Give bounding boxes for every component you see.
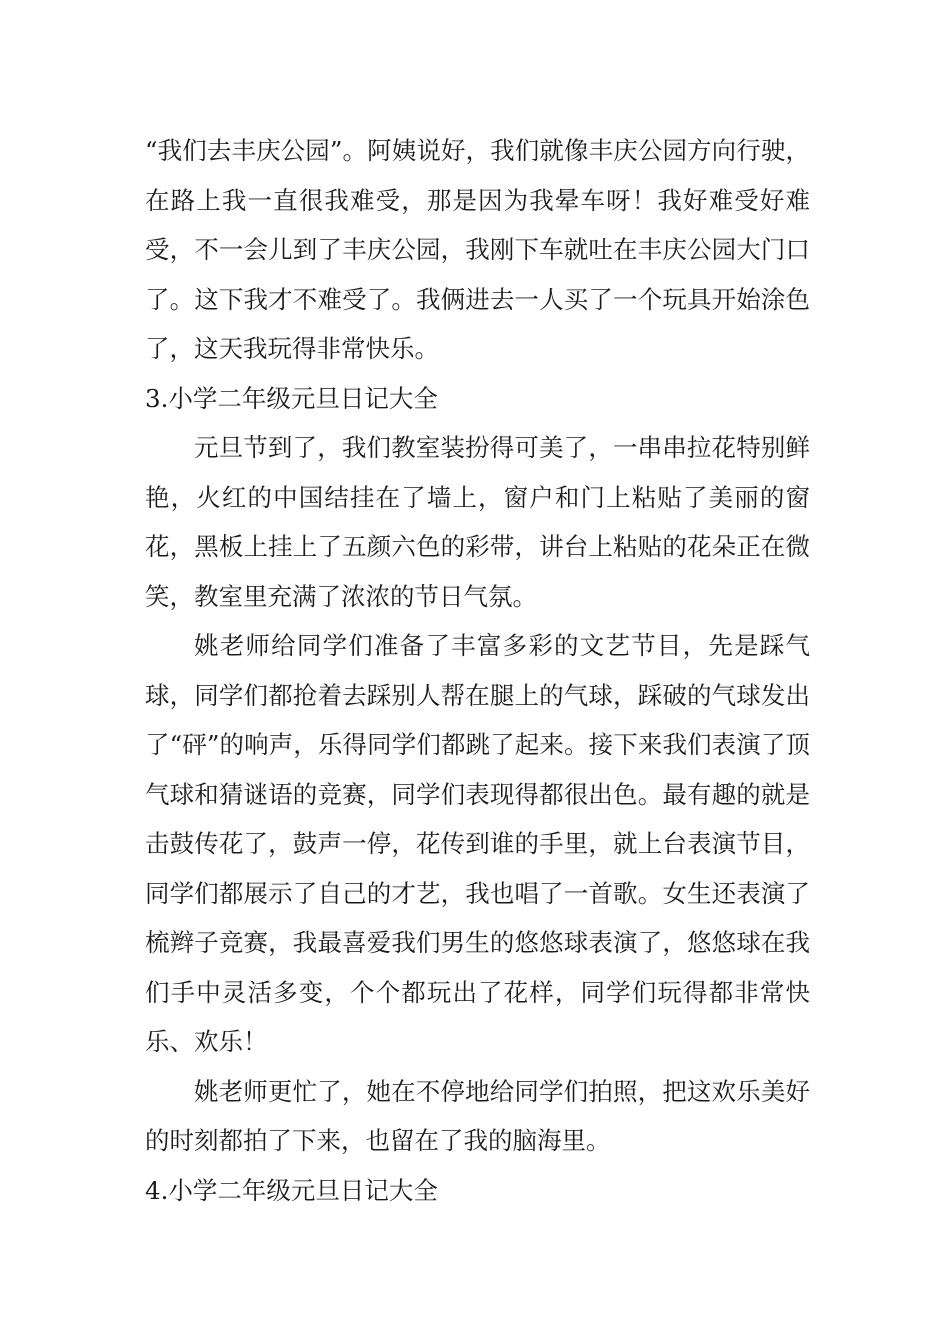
paragraph-classroom-decoration: 元旦节到了，我们教室装扮得可美了，一串串拉花特别鲜艳，火红的中国结挂在了墙上，窗户和门上粘贴了美丽的窗花，黑板上挂上了五颜六色的彩带，讲台上粘贴的花朵正在微笑，教室里充满了浓浓的节日气氛。	[145, 433, 810, 611]
section-heading-4: 4.小学二年级元旦日记大全	[145, 1175, 438, 1205]
section-heading-3: 3.小学二年级元旦日记大全	[145, 383, 438, 413]
paragraph-teacher-photos: 姚老师更忙了，她在不停地给同学们拍照，把这欢乐美好的时刻都拍了下来，也留在了我的脑海里。	[145, 1076, 810, 1155]
document-body	[145, 126, 810, 1215]
paragraph-continuation: “我们去丰庆公园”。阿姨说好，我们就像丰庆公园方向行驶，在路上我一直很我难受，那是因为我晕车呀！我好难受好难受，不一会儿到了丰庆公园，我刚下车就吐在丰庆公园大门口了。这下我才不难受了。我俩进去一人买了一个玩具开始涂色了，这天我玩得非常快乐。	[145, 136, 810, 363]
paragraph-performances: 姚老师给同学们准备了丰富多彩的文艺节目，先是踩气球，同学们都抢着去踩别人帮在腿上的气球，踩破的气球发出了“砰”的响声，乐得同学们都跳了起来。接下来我们表演了顶气球和猜谜语的竞赛，同学们表现得都很出色。最有趣的就是击鼓传花了，鼓声一停，花传到谁的手里，就上台表演节目，同学们都展示了自己的才艺，我也唱了一首歌。女生还表演了梳辫子竞赛，我最喜爱我们男生的悠悠球表演了，悠悠球在我们手中灵活多变，个个都玩出了花样，同学们玩得都非常快乐、欢乐！	[145, 631, 810, 1056]
